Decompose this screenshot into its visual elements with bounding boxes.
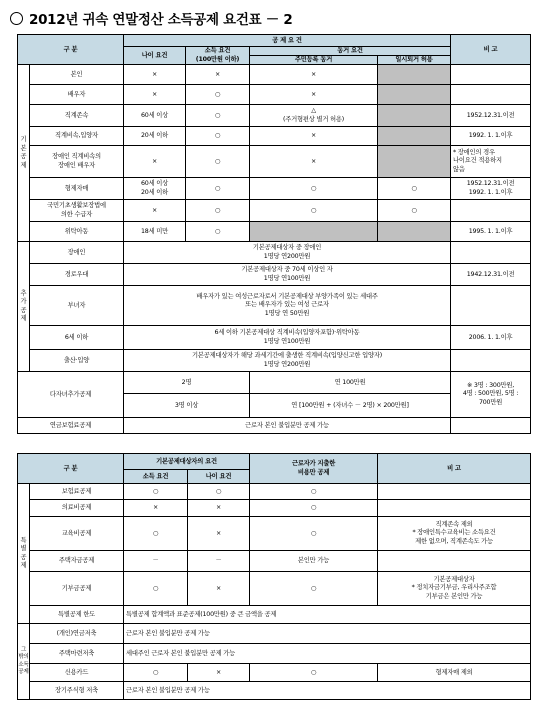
row-label-gibu: 기부금공제 [30,572,124,606]
cell-6se-text: 6세 이하 기본공제대상 직계비속(입양자포함)·위탁아동 1명당 연100만원 [124,326,451,350]
cell-value: 18세 미만 [124,222,186,242]
row-label-6se: 6세 이하 [30,326,124,350]
cell-value: △ (주거형편상 별거 허용) [250,105,378,127]
cell-jutaekmaryeon-text: 세대주인 근로자 본인 불입분만 공제 가능 [124,644,531,664]
category-teukbyeol-gongje: 특 별 공 제 [18,484,30,624]
cell-value: × [124,146,186,178]
cell-shaded [378,222,451,242]
cell-gyeongro-text: 기본공제대상자 중 70세 이상인 자 1명당 연100만원 [124,264,451,286]
row-label-jutaek-maryeon: 주택마련저축 [30,644,124,664]
header-bigo: 비 고 [451,35,531,65]
row-label-uiryo: 의료비공제 [30,500,124,517]
cell-shaded [378,127,451,146]
header-ilsi-toegeo: 일시퇴거 허용 [378,56,451,65]
cell-bigo [451,350,531,372]
cell-value: ○ [186,178,250,200]
cell-bigo: 1942.12.31.이전 [451,264,531,286]
cell-bigo: 1995. 1. 1.이후 [451,222,531,242]
cell-bigo: 2006. 1. 1.이후 [451,326,531,350]
deduction-table-1 [17,34,531,434]
cell-value: ○ [250,484,378,500]
cell-value: ○ [124,484,188,500]
cell-shaded [378,85,451,105]
row-label-hyeongje: 형제자매 [30,178,124,200]
cell-shaded [378,146,451,178]
cell-value: － [188,551,250,572]
cell-shaded [378,105,451,127]
cell-value: ○ [250,500,378,517]
row-label-witak: 위탁아동 [30,222,124,242]
cell-value: ○ [186,200,250,222]
cell-bigo [451,418,531,434]
cell-bigo [378,551,531,572]
cell-dajanyeo-2-amount: 연 100만원 [250,372,451,394]
row-label-gaein-yeongeum: (개인)연금저축 [30,624,124,644]
cell-value: ○ [188,484,250,500]
cell-shaded [250,222,378,242]
cell-value: × [188,517,250,551]
row-label-bonin: 본인 [30,65,124,85]
cell-jangaein-text: 기본공제대상자 중 장애인 1명당 연200만원 [124,242,451,264]
cell-value: × [124,500,188,517]
cell-bigo [451,286,531,326]
cell-value: ○ [250,664,378,682]
row-label-jutaek: 주택자금공제 [30,551,124,572]
cell-value: ○ [124,517,188,551]
cell-bigo [451,200,531,222]
cell-bigo [451,85,531,105]
cell-gaein-text: 근로자 본인 불입분만 공제 가능 [124,624,531,644]
cell-value: ○ [186,127,250,146]
header-donggeo-yogeon: 동거 요건 [250,47,451,56]
circle-bullet-icon [10,12,23,25]
header-sodeuk-2: 소득 요건 [124,470,188,484]
cell-value: － [124,551,188,572]
header-nai-yogeon: 나이 요건 [124,47,186,65]
cell-value: × [124,65,186,85]
row-label-chulsan: 출산·입양 [30,350,124,372]
cell-bigo: 직계존속 제외 * 장애인특수교육비는 소득요건 제한 없으며, 직계존속도 가능 [378,517,531,551]
header-sodeuk-yogeon: 소득 요건 (100만원 이하) [186,47,250,65]
cell-jangi-text: 근로자 본인 불입분만 공제 가능 [124,682,531,700]
row-label-teukbyeol-gongje: 특별공제 한도 [30,606,124,624]
cell-dajanyeo-2: 2명 [124,372,250,394]
row-label-jangaein: 장애인 [30,242,124,264]
cell-value: ○ [186,85,250,105]
cell-value: × [188,500,250,517]
cell-bigo [451,242,531,264]
cell-value: 60세 이상 20세 이하 [124,178,186,200]
cell-bunyeo-text: 배우자가 있는 여성근로자로서 기본공제대상 부양가족이 있는 세대주 또는 배우자가 있는 여성 근로자 1명당 연 50만원 [124,286,451,326]
cell-bigo: 형제자매 제외 [378,664,531,682]
category-geu-bakk: 그 밖의 소득 공제 [18,624,30,700]
cell-value: ○ [186,146,250,178]
cell-value: 60세 이상 [124,105,186,127]
cell-bigo [378,500,531,517]
cell-dajanyeo-3: 3명 이상 [124,394,250,418]
header-gubun: 구 분 [18,35,124,65]
cell-value: × [186,65,250,85]
cell-value: ○ [378,200,451,222]
cell-bigo: 1952.12.31.이전 1992. 1. 1.이후 [451,178,531,200]
deduction-table-2 [17,453,531,700]
row-label-yeonkeum: 연금보험료공제 [18,418,124,434]
row-label-jikbi: 직계비속,입양자 [30,127,124,146]
page-title-text: 2012년 귀속 연말정산 소득공제 요건표 － 2 [29,12,293,28]
row-label-jangi-jusik: 장기주식형 저축 [30,682,124,700]
cell-value: ○ [250,517,378,551]
category-chuga-gongje: 추 가 공 제 [18,242,30,372]
row-label-gyeongro: 경로우대 [30,264,124,286]
cell-value: ○ [186,105,250,127]
row-label-jikgye: 직계존속 [30,105,124,127]
header-gibon-yogeon: 기본공제대상자의 요건 [124,454,250,470]
cell-value: ○ [250,178,378,200]
cell-value: 본인만 가능 [250,551,378,572]
cell-teukbyeol-gongje-text: 특별공제 합계액과 표준공제(100만원) 중 큰 금액을 공제 [124,606,531,624]
cell-value: ○ [124,664,188,682]
row-label-dajanyeo: 다자녀추가공제 [18,372,124,418]
header-bigo-2: 비 고 [378,454,531,484]
cell-value: ○ [124,572,188,606]
page-title [10,8,292,28]
row-label-baeuja: 배우자 [30,85,124,105]
cell-value: × [188,572,250,606]
row-label-gukmin: 국민기초생활보장법에 의한 수급자 [30,200,124,222]
cell-value: ○ [250,200,378,222]
cell-value: ○ [186,222,250,242]
cell-chulsan-text: 기본공제대상자가 해당 과세기간에 출생한 직계비속(입양신고한 입양자) 1명당 연200만원 [124,350,451,372]
cell-value: × [188,664,250,682]
category-gibon-gongje: 기 본 공 제 [18,65,30,242]
row-label-sinyong: 신용카드 [30,664,124,682]
cell-dajanyeo-bigo: ※ 3명 : 300만원, 4명 : 500만원, 5명 : 700만원 [451,372,531,418]
cell-value: × [250,65,378,85]
row-label-bunyeo: 부녀자 [30,286,124,326]
row-label-jangae-jikbi: 장애인 직계비속의 장애인 배우자 [30,146,124,178]
cell-value: × [124,200,186,222]
cell-bigo: 1952.12.31.이전 [451,105,531,127]
cell-value: × [250,127,378,146]
cell-bigo: 기본공제대상자 * 정치자금기부금, 우리사주조합 기부금은 본인만 가능 [378,572,531,606]
cell-value: × [250,85,378,105]
header-bioyong: 근로자가 지출한 비용만 공제 [250,454,378,484]
header-nai-2: 나이 요건 [188,470,250,484]
row-label-boheom: 보험료공제 [30,484,124,500]
header-gongje-yogeon: 공 제 요 건 [124,35,451,47]
cell-bigo [378,484,531,500]
cell-bigo [451,65,531,85]
cell-value: × [124,85,186,105]
cell-yeonkeum-text: 근로자 본인 불입분만 공제 가능 [124,418,451,434]
cell-bigo: 1992. 1. 1.이후 [451,127,531,146]
header-jumin-donggeo: 주민등록 동거 [250,56,378,65]
header-gubun-2: 구 분 [18,454,124,484]
cell-bigo: * 장애인의 경우 나이요건 적용하지 않음 [451,146,531,178]
cell-value: ○ [250,572,378,606]
row-label-gyoyuk: 교육비공제 [30,517,124,551]
cell-value: ○ [378,178,451,200]
cell-value: × [250,146,378,178]
cell-value: 20세 이하 [124,127,186,146]
cell-shaded [378,65,451,85]
cell-dajanyeo-3-amount: 연 [100만원 + (자녀수 － 2명) × 200만원] [250,394,451,418]
